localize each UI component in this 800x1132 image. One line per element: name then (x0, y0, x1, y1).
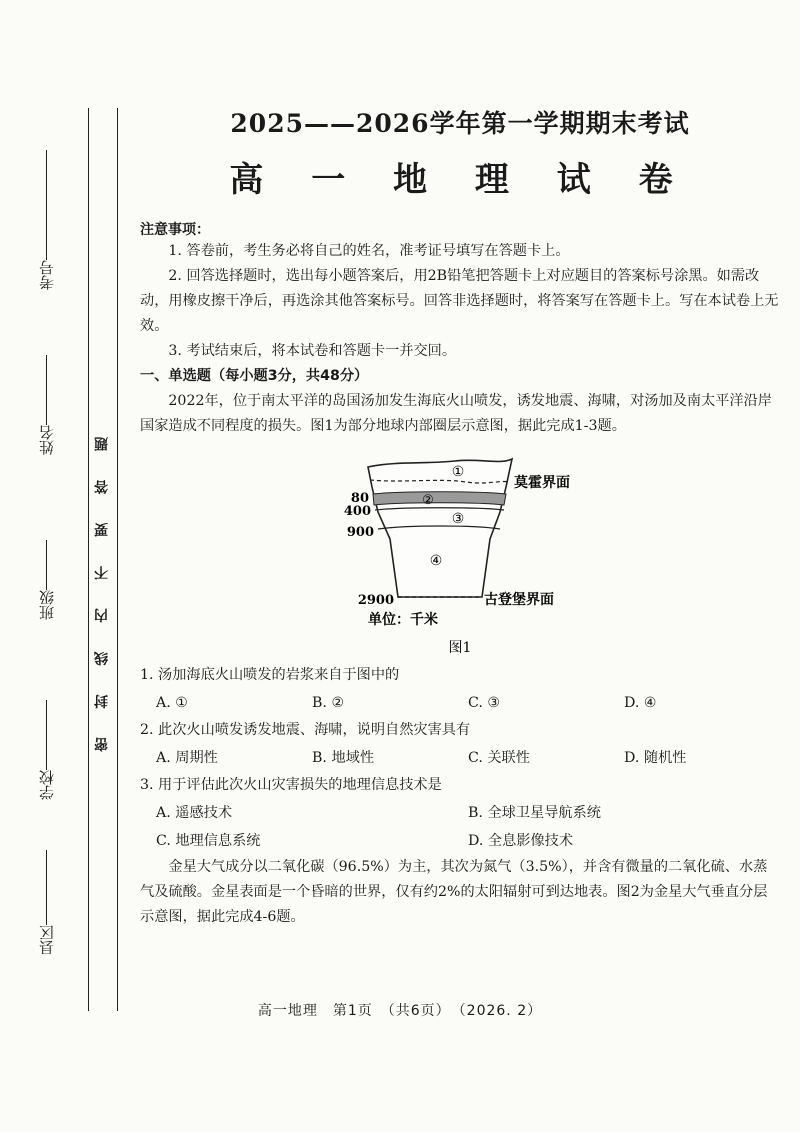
layer-3-label: ③ (451, 511, 465, 527)
figure-earth-layers (140, 447, 780, 662)
field-school-label: 学校 (37, 770, 56, 800)
q3-option-a[interactable]: A. 遥感技术 (156, 805, 233, 821)
depth-80-label: 80 (350, 491, 369, 506)
section-heading: 一、单选题（每小题3分，共48分） (140, 368, 369, 384)
q3-option-d[interactable]: D. 全息影像技术 (468, 833, 574, 849)
field-county[interactable] (30, 850, 62, 955)
field-exam-number-label: 考号 (37, 260, 56, 290)
q3-option-b[interactable]: B. 全球卫星导航系统 (468, 805, 601, 821)
field-school-line (46, 700, 47, 770)
unit-label: 单位：千米 (368, 612, 438, 628)
q1-option-c[interactable]: C. ③ (468, 695, 501, 711)
q1-option-d[interactable]: D. ④ (624, 695, 657, 711)
q2-option-a[interactable]: A. 周期性 (156, 750, 218, 766)
page-footer: 高一地理 第1页 （共6页） （2026. 2） (257, 1003, 543, 1019)
notice-item-1: 1. 答卷前，考生务必将自己的姓名，准考证号填写在答题卡上。 (168, 243, 570, 259)
moho-label: 莫霍界面 (514, 475, 570, 491)
field-name[interactable] (30, 355, 62, 455)
seal-line-text: 密 封 线 内 不 要 答 题 (94, 425, 110, 752)
field-exam-number-line (46, 150, 47, 260)
q2-option-b[interactable]: B. 地域性 (312, 750, 375, 766)
exam-title: 2025——2026学年第一学期期末考试 (230, 109, 690, 138)
q2-option-c[interactable]: C. 关联性 (468, 750, 530, 766)
exam-subtitle: 高 一 地 理 试 卷 (229, 160, 691, 200)
field-class-label: 班级 (37, 590, 56, 620)
question-1-stem: 1. 汤加海底火山喷发的岩浆来自于图中的 (140, 667, 400, 683)
q1-option-b[interactable]: B. ② (312, 695, 345, 711)
notice-heading: 注意事项： (140, 222, 210, 238)
notice-item-3: 3. 考试结束后，将本试卷和答题卡一并交回。 (168, 343, 457, 359)
field-exam-number[interactable] (30, 150, 62, 290)
exam-content (140, 98, 780, 930)
q1-option-a[interactable]: A. ① (156, 695, 188, 711)
layer-1-label: ① (451, 464, 465, 480)
layer-2-band (373, 492, 506, 505)
field-county-line (46, 850, 47, 925)
question-3-stem: 3. 用于评估此次火山灾害损失的地理信息技术是 (140, 777, 442, 793)
intro-paragraph-2: 金星大气成分以二氧化碳（96.5%）为主，其次为氮气（3.5%），并含有微量的二氧化硫、水蒸气及硫酸。金星表面是一个昏暗的世界，仅有约2%的太阳辐射可到达地表。图2为金星大气垂直分层示意图，据此完成4-6题。 (140, 859, 768, 925)
gutenberg-label: 古登堡界面 (484, 592, 554, 608)
field-class-line (46, 540, 47, 590)
depth-400-label: 400 (343, 504, 371, 519)
field-school[interactable] (30, 700, 62, 800)
intro-paragraph-1: 2022年，位于南太平洋的岛国汤加发生海底火山喷发，诱发地震、海啸，对汤加及南太平洋沿岸国家造成不同程度的损失。图1为部分地球内部圈层示意图，据此完成1-3题。 (140, 393, 772, 434)
field-county-label: 县区 (37, 925, 56, 955)
layer-2-label: ② (422, 493, 434, 508)
binding-margin (0, 0, 125, 1132)
question-1-options (140, 689, 780, 717)
q2-option-d[interactable]: D. 随机性 (624, 750, 687, 766)
question-2-options (140, 744, 780, 772)
figure-1-caption: 图1 (448, 640, 472, 656)
field-class[interactable] (30, 540, 62, 620)
question-3-options-row1 (140, 799, 780, 827)
field-name-line (46, 355, 47, 425)
field-name-label: 姓名 (37, 425, 56, 455)
q3-option-c[interactable]: C. 地理信息系统 (156, 833, 261, 849)
question-3-options-row2 (140, 827, 780, 855)
question-2-stem: 2. 此次火山喷发诱发地震、海啸，说明自然灾害具有 (140, 722, 471, 738)
margin-line-outer (88, 108, 89, 1011)
depth-900-label: 900 (346, 525, 374, 540)
margin-line-inner (117, 108, 118, 1011)
layer-4-label: ④ (429, 553, 443, 569)
depth-2900-label: 2900 (357, 593, 394, 608)
notice-item-2: 2. 回答选择题时，选出每小题答案后，用2B铅笔把答题卡上对应题目的答案标号涂黑。如需改动，用橡皮擦干净后，再选涂其他答案标号。回答非选择题时，将答案写在答题卡上。写在本试卷上无效。 (140, 268, 779, 334)
earth-layers-diagram (140, 447, 780, 662)
